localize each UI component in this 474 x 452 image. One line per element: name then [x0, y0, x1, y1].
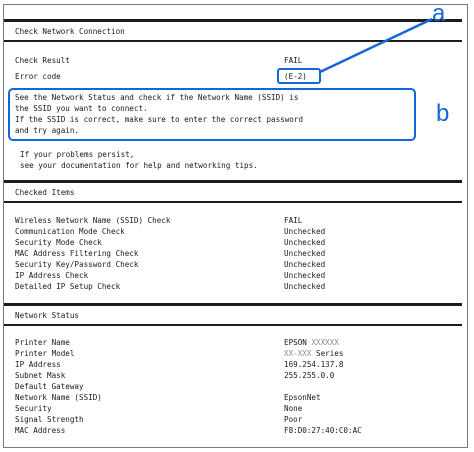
section-title-check-network: Check Network Connection: [15, 27, 125, 36]
check-result-label: Check Result: [15, 56, 70, 65]
checked-item-value: Unchecked: [284, 227, 326, 236]
callout-a: a: [432, 0, 446, 27]
network-status-value: Poor: [284, 415, 303, 424]
printer-name-label: Printer Name: [15, 338, 70, 347]
error-code-label: Error code: [15, 72, 61, 81]
network-status-value: 169.254.137.8: [284, 360, 344, 369]
printer-name-masked: XXXXXX: [311, 338, 339, 347]
checked-item-label: Security Key/Password Check: [15, 260, 139, 269]
network-status-label: MAC Address: [15, 426, 66, 435]
error-code-value: (E-2): [284, 72, 307, 81]
network-status-value: 255.255.0.0: [284, 371, 335, 380]
help-line: If your problems persist,: [20, 150, 135, 159]
section-title-network-status: Network Status: [15, 311, 80, 320]
network-status-label: Default Gateway: [15, 382, 84, 391]
checked-item-value: Unchecked: [284, 271, 326, 280]
network-status-value: F8:D0:27:40:C0:AC: [284, 426, 362, 435]
callout-b: b: [436, 100, 450, 127]
message-line: If the SSID is correct, make sure to enter the correct password: [15, 115, 304, 124]
section-rule: [4, 324, 462, 326]
printer-name-brand: EPSON: [284, 338, 307, 347]
network-status-label: IP Address: [15, 360, 61, 369]
message-line: See the Network Status and check if the Network Name (SSID) is: [15, 93, 299, 102]
checked-item-label: Detailed IP Setup Check: [15, 282, 121, 291]
checked-item-label: Communication Mode Check: [15, 227, 125, 236]
printer-name-value: [284, 338, 339, 348]
checked-item-label: Wireless Network Name (SSID) Check: [15, 216, 171, 225]
section-title-checked-items: Checked Items: [15, 188, 75, 197]
checked-item-value: Unchecked: [284, 249, 326, 258]
checked-item-value: Unchecked: [284, 238, 326, 247]
help-line: see your documentation for help and networking tips.: [20, 161, 258, 170]
printer-model-label: Printer Model: [15, 349, 75, 358]
message-line: and try again.: [15, 126, 80, 135]
message-line: the SSID you want to connect.: [15, 104, 148, 113]
printer-model-masked: XX-XXX: [284, 349, 312, 358]
section-rule-top: [4, 180, 462, 183]
checked-item-label: MAC Address Filtering Check: [15, 249, 139, 258]
network-status-label: Network Name (SSID): [15, 393, 102, 402]
checked-item-value: Unchecked: [284, 282, 326, 291]
callout-a-leader: [320, 19, 432, 72]
section-rule: [4, 201, 462, 203]
network-status-value: EpsonNet: [284, 393, 321, 402]
printer-model-value: [284, 349, 343, 359]
network-status-label: Signal Strength: [15, 415, 84, 424]
checked-item-value: FAIL: [284, 216, 303, 225]
checked-item-value: Unchecked: [284, 260, 326, 269]
network-status-label: Security: [15, 404, 52, 413]
printer-model-series: Series: [316, 349, 344, 358]
section-rule-top: [4, 303, 462, 306]
checked-item-label: IP Address Check: [15, 271, 89, 280]
network-status-label: Subnet Mask: [15, 371, 66, 380]
check-result-value: FAIL: [284, 56, 303, 65]
network-status-value: None: [284, 404, 303, 413]
checked-item-label: Security Mode Check: [15, 238, 102, 247]
